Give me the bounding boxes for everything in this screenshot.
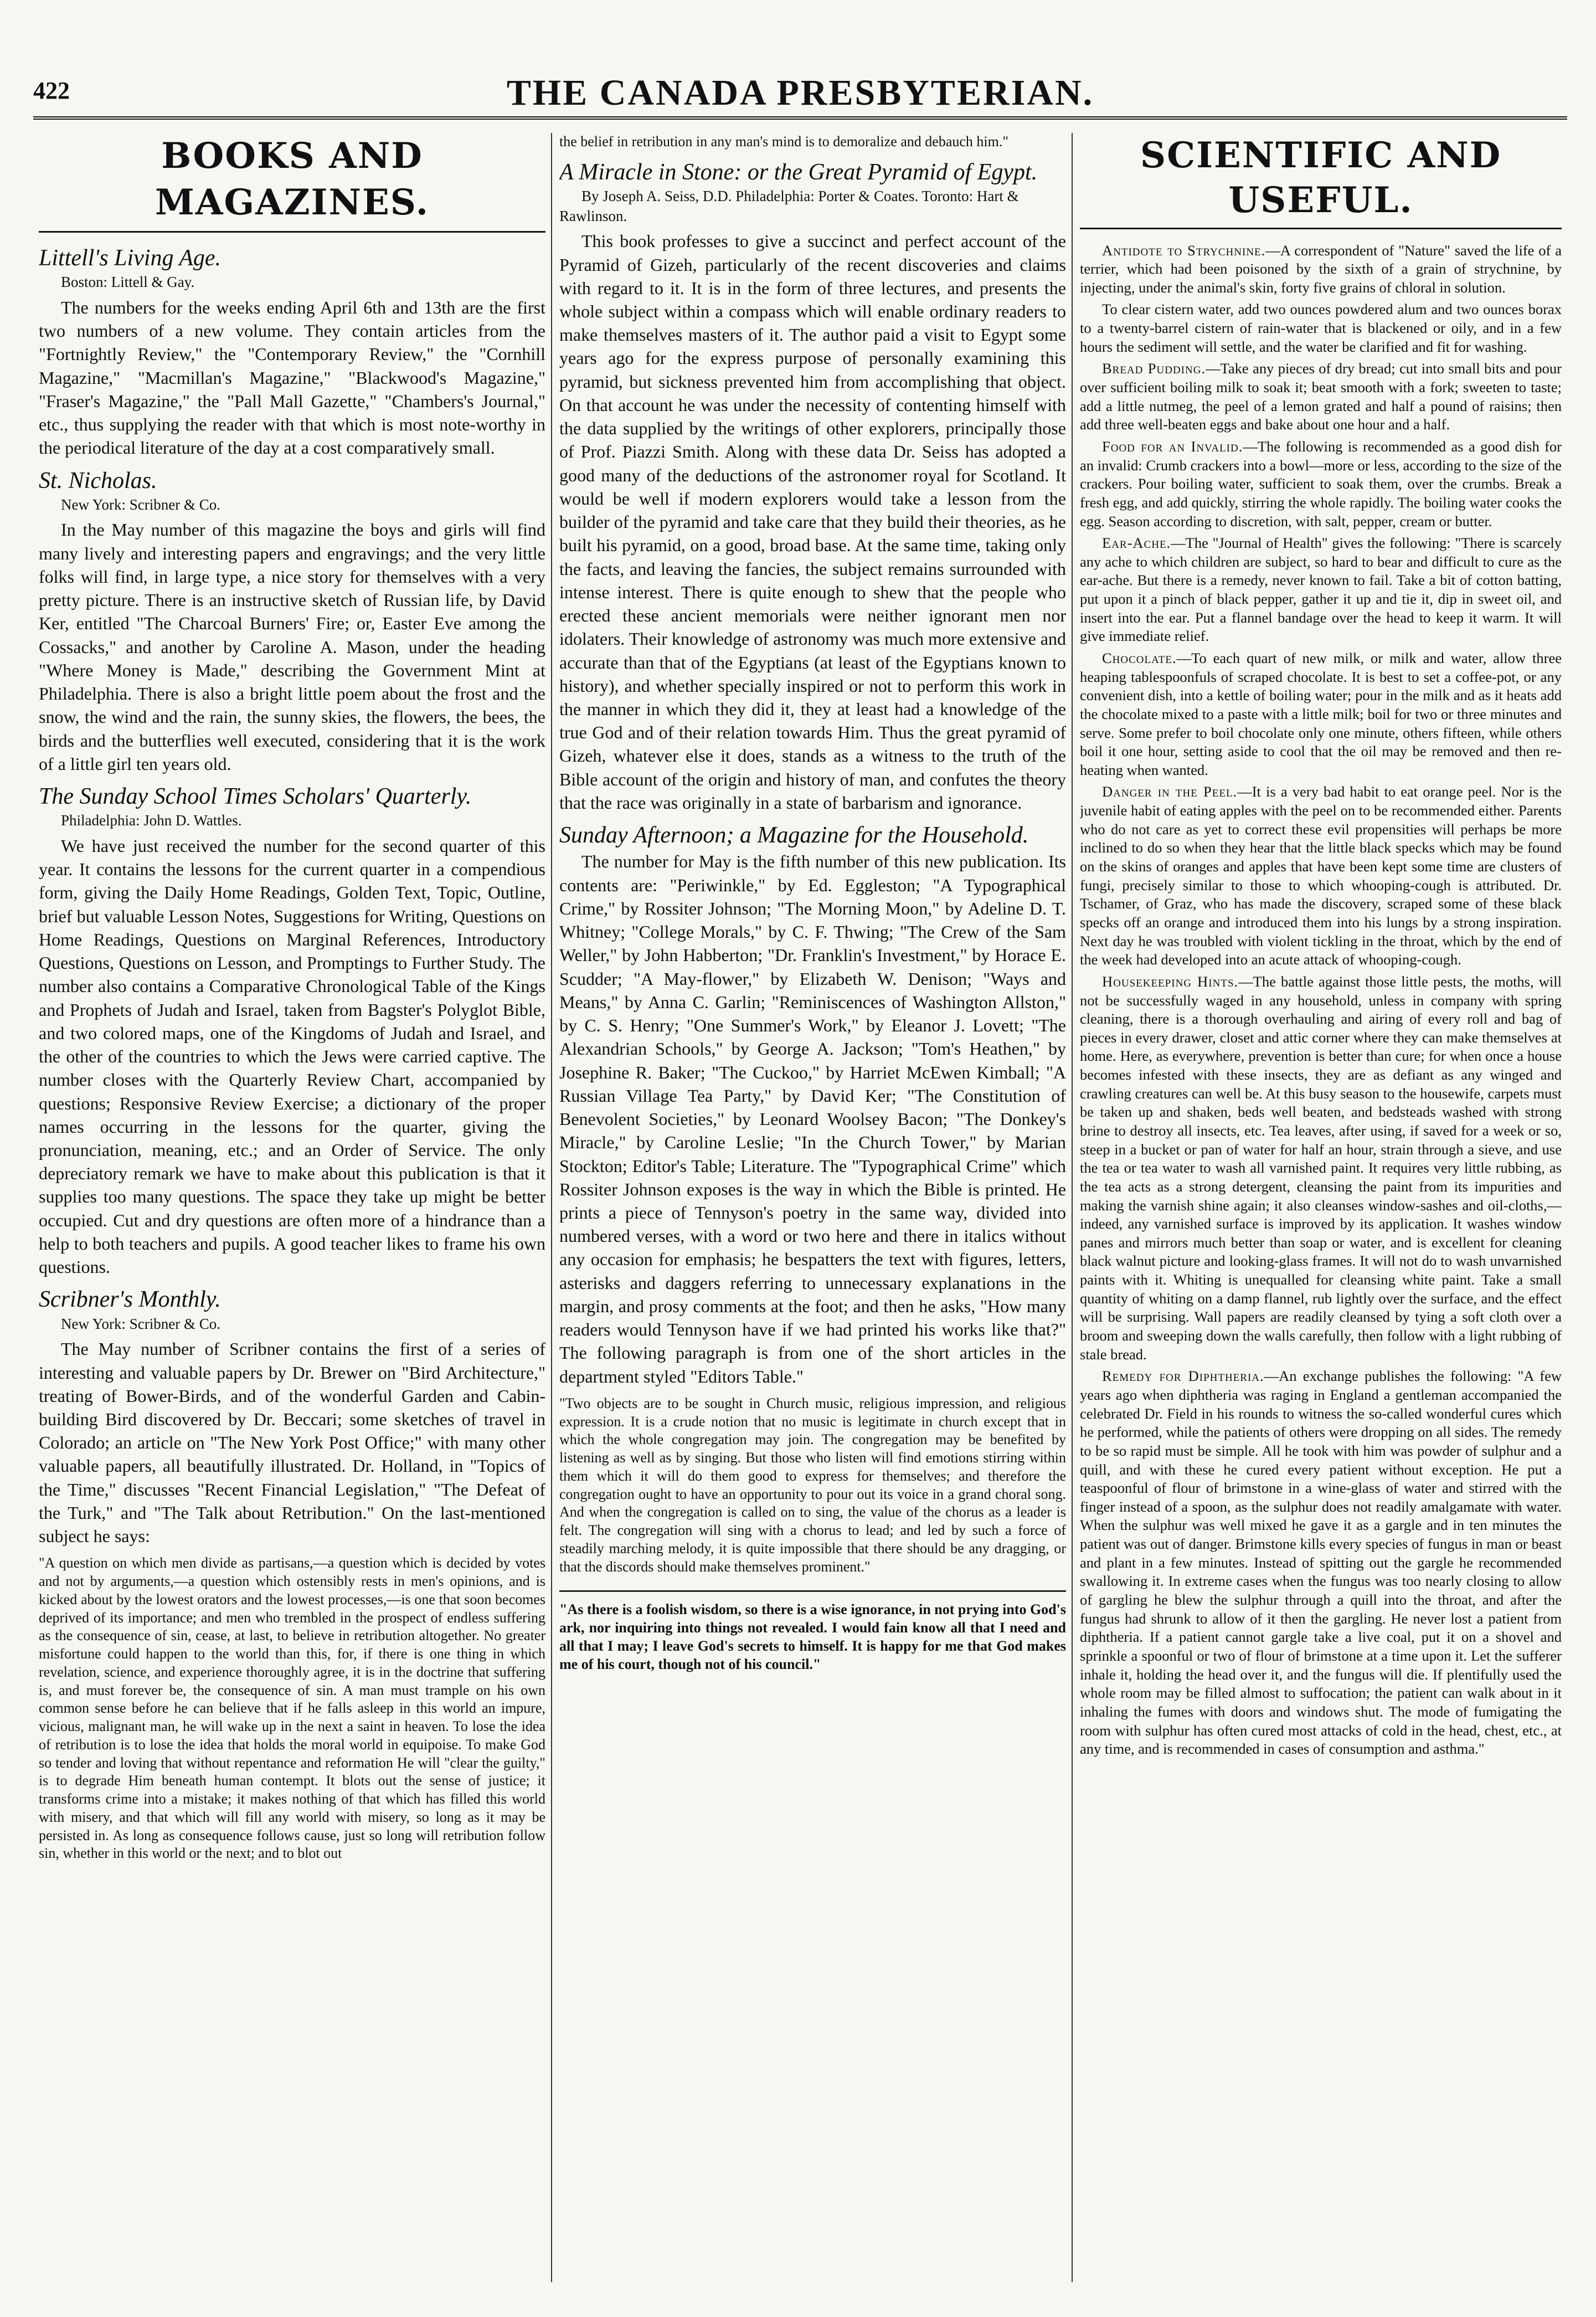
item-paragraph <box>1080 973 1562 1364</box>
item-paragraph <box>1080 1367 1562 1758</box>
item-lead: Chocolate. <box>1102 649 1177 666</box>
masthead <box>33 66 1567 120</box>
closing-quote: "As there is a foolish wisdom, so there is a wise ignorance, in not prying into God's ark, nor inquiring into things not revealed. I would fain know all that I need and all that I may; I leave God's secrets to himself. It is happy for me that God makes me of his court, though not of his council." <box>559 1601 1066 1672</box>
item-lead: Remedy for Diphtheria. <box>1102 1368 1264 1385</box>
item-text: —To each quart of new milk, or milk and water, allow three heaping tablespoonfuls of scraped chocolate. It is best to set a coffee-pot, or any convenient dish, into a kettle of boiling water; pour in the milk and as it heats add the chocolate mixed to a paste with a little milk; boil for two or three minutes and serve. Some prefer to boil chocolate only one minute, others fifteen, while others boil it one hour, setting aside to cool that the oil may be removed and then re-heating when wanted. <box>1080 649 1562 778</box>
review-body: This book professes to give a succinct and perfect account of the Pyramid of Gizeh, particularly of the recent discoveries and claims with regard to it. It is in the form of three lectures, and presents the whole subject within a compass which will enable ordinary readers to make themselves masters of it. The author paid a visit to Egypt some years ago for the express purpose of personally examining this pyramid, but sickness prevented him from accomplishing that object. On that account he was under the necessity of contenting himself with the data supplied by the writings of other explorers, principally those of Prof. Piazzi Smith. Along with these data Dr. Seiss has adopted a good many of the deductions of the astronomer royal for Scotland. It would be well if modern explorers would take a lesson from the builder of the pyramid and take care that they build their theories, as he built his pyramid, on a good, broad base. At the same time, taking only the facts, and leaving the fancies, the subject remains surrounded with intense interest. There is quite enough to shew that the people who erected these ancient memorials were neither ignorant men nor idolaters. Their knowledge of astronomy was much more extensive and accurate than that of the Egyptians (at least of the Egyptians known to history), and whether specially inspired or not to perform this work in the manner in which they did it, they at least had a knowledge of the true God and of their relation towards Him. Thus the great pyramid of Gizeh, whatever else it does, stands as a witness to the truth of the Bible account of the origin and history of man, and confutes the theory that the race was originally in a state of barbarism and ignorance. <box>559 231 1066 813</box>
item-lead: Housekeeping Hints. <box>1102 973 1239 990</box>
column-divider <box>551 133 552 2282</box>
column-books-and-magazines <box>39 133 545 2282</box>
review-body: The May number of Scribner contains the first of a series of interesting and valuable papers by Dr. Brewer on "Bird Architecture," treating of Bower-Birds, and of the wonderful Garden and Cabin-building Bird discovered by Dr. Beccari; some sketches of travel in Colorado; an article on "The New York Post Office;" with many other valuable papers, all beautifully illustrated. Dr. Holland, in "Topics of the Time," discusses "Recent Financial Legislation," "The Defeat of the Turk," and "The Talk about Retribution." On the last-mentioned subject he says: <box>39 1339 545 1547</box>
review-title: A Miracle in Stone: or the Great Pyramid of Egypt. <box>559 159 1038 185</box>
review-body: In the May number of this magazine the boys and girls will find many lively and interesting papers and engravings; and the very little folks will find, in large type, a nice story for themselves with a very pretty picture. There is an instructive sketch of Russian life, by David Ker, entitled "The Charcoal Burners' Fire; or, Easter Eve among the Cossacks," and another by Caroline A. Mason, under the heading "Where Money is Made," describing the Government Mint at Philadelphia. There is also a bright little poem about the frost and the snow, the wind and the rain, the sunny skies, the flowers, the bees, the birds and the butterflies well executed, considering that it is the work of a little girl ten years old. <box>39 520 545 774</box>
review-imprint: Boston: Littell & Gay. <box>61 274 195 291</box>
section-heading: BOOKS AND MAGAZINES. <box>155 135 429 224</box>
item-paragraph <box>1080 359 1562 434</box>
item-text: —The "Journal of Health" gives the following: "There is scarcely any ache to which children are subject, so hard to bear and difficult to cure as the ear-ache. But there is a remedy, never known to fail. Take a bit of cotton batting, put upon it a pinch of black pepper, gather it up and tie it, dip in sweet oil, and insert into the ear. Put a flannel bandage over the head to keep it warm. It will give immediate relief. <box>1080 535 1562 645</box>
item-text: —It is a very bad habit to eat orange peel. Nor is the juvenile habit of eating apples with the peel on to be recommended either. Parents who do not care as yet to correct these evil propensities will perhaps be more inclined to do so when they hear that the little black specks which may be found on the skins of oranges and apples that have been kept some time are clusters of fungi, precisely similar to those to which whooping-cough is attributed. Dr. Tschamer, of Graz, who has made the discovery, scraped some of these black specks off an orange and introduced them into his lungs by a strong inspiration. Next day he was troubled with violent tickling in the throat, which by the end of the week had developed into an acute attack of whooping-cough. <box>1080 783 1562 968</box>
review-body: The number for May is the fifth number of this new publication. Its contents are: "Periwinkle," by Ed. Eggleston; "A Typographical Crime," by Rossiter Johnson; "The Morning Moon," by Adeline D. T. Whitney; "College Morals," by C. F. Thwing; "The Crew of the Sam Weller," by John Habberton; "Dr. Franklin's Investment," by Horace E. Scudder; "A May-flower," by Elizabeth W. Denison; "Ways and Means," by Anna C. Garlin; "Reminiscences of Washington Allston," by C. S. Henry; "One Summer's Work," by Eleanor J. Lovett; "The Alexandrian Schools," by George A. Jackson; "Tom's Heathen," by Josephine R. Baker; "The Cuckoo," by Harriet McEwen Kimball; "A Russian Village Tea Party," by David Ker; "The Constitution of Benevolent Societies," by Leonard Woolsey Bacon; "The Donkey's Miracle," by Caroline Leslie; "In the Church Tower," by Marian Stockton; Editor's Table; Literature. The "Typographical Crime" which Rossiter Johnson exposes is the way in which the Bible is printed. He prints a piece of Tennyson's poetry in the same way, divided into numbered verses, with a word or two here and there in italics without any occasion for emphasis; he bespatters the text with figures, letters, asterisks and daggers referring to unnecessary explanations in the margin, and prosy comments at the foot; and then he asks, "How many readers would Tennyson have if we had printed his works like that?" The following paragraph is from one of the short articles in the department styled "Editors Table." <box>559 851 1066 1386</box>
review-body: We have just received the number for the second quarter of this year. It contains the lessons for the current quarter in a compendious form, giving the Daily Home Readings, Golden Text, Topic, Outline, brief but valuable Lesson Notes, Suggestions for Writing, Questions on Home Readings, Questions on Marginal References, Introductory Questions, Questions on Lesson, and Promptings to Further Study. The number also contains a Comparative Chronological Table of the Kings and Prophets of Judah and Israel, taken from Bagster's Polyglot Bible, and two colored maps, one of the Kingdoms of Judah and Israel, and the other of the countries to which the Jews were carried captive. The number closes with the Quarterly Review Chart, accompanied by questions; Responsive Review Exercise; a dictionary of the proper names occurring in the lessons for the quarter, giving the pronunciation, meaning, etc.; and an Order of Service. The only depreciatory remark we have to make about this publication is that it supplies too many questions. The space they take up might be better occupied. Cut and dry questions are often more of a hindrance than a help to both teachers and pupils. A good teacher likes to frame his own questions. <box>39 835 545 1277</box>
item-text: —The following is recommended as a good dish for an invalid: Crumb crackers into a bowl—more or less, according to the size of the crackers. Pour boiling water, sufficient to soak them, over the crumbs. Break a fresh egg, and add quickly, stirring the whole rapidly. The boiling water cooks the egg. Season according to discretion, with salt, pepper, cream or butter. <box>1080 438 1562 530</box>
item-text: —An exchange publishes the following: "A few years ago when diphtheria was raging in England a gentleman accompanied the celebrated Dr. Field in his rounds to witness the so-called wonderful cures which he performed, while the patients of others were dropping on all sides. The remedy to be so rapid must be simple. All he took with him was powder of sulphur and a quill, and with these he cured every patient without exception. He put a teaspoonful of flour of brimstone in a wine-glass of water and stirred with the finger instead of a spoon, as the sulphur does not readily amalgamate with water. When the sulphur was well mixed he gave it as a gargle and in ten minutes the patient was out of danger. Brimstone kills every species of fungus in man or beast and plant in a few minutes. Instead of spitting out the gargle he recommended swallowing it. In extreme cases when the fungus was too nearly closing to allow of gargling he blew the sulphur through a quill into the throat, and after the fungus had shrunk to allow of it then the gargling. He never lost a patient from diphtheria. If a patient cannot gargle take a live coal, put it on a shovel and sprinkle a spoonful or two of flour of brimstone at a time upon it. Let the sufferer inhale it, holding the head over it, and the fungus will die. If plentifully used the whole room may be filled almost to suffocation; the patient can walk about in it inhaling the fumes with doors and windows shut. The mode of fumigating the room with sulphur has often cured most attacks of cold in the head, chest, etc., at any time, and is recommended in cases of consumption and asthma." <box>1080 1368 1562 1758</box>
item-lead: Bread Pudding. <box>1102 360 1206 377</box>
item-lead: Food for an Invalid. <box>1102 438 1243 455</box>
item-text: —Take any pieces of dry bread; cut into small bits and pour over sufficient boiling milk to soak it; beat smooth with a fork; sweeten to taste; add a little nutmeg, the peel of a lemon grated and half a pound of raisins; then add three well-beaten eggs and bake about one hour and a half. <box>1080 360 1562 433</box>
review-title: Scribner's Monthly. <box>39 1287 221 1313</box>
review-imprint: By Joseph A. Seiss, D.D. Philadelphia: Porter & Coates. Toronto: Hart & Rawlinson. <box>559 188 1019 224</box>
page-number: 422 <box>33 77 70 104</box>
column-scientific-and-useful <box>1080 133 1562 2282</box>
item-lead: Antidote to Strychnine. <box>1102 242 1266 259</box>
review-title: Sunday Afternoon; a Magazine for the Household. <box>559 823 1029 849</box>
block-quote: "Two objects are to be sought in Church music, religious impression, and religious expression. It is a crude notion that no music is legitimate in church except that in which the whole congregation may join. The congregation may be benefited by listening as well as by singing. But those who listen will find emotions stirring within them which it will do them good to express for themselves; and therefore the congregation ought to have an opportunity to pour out its voice in a grand choral song. And when the congregation is called on to sing, the value of the chorus as a leader is felt. The congregation will sing with a chorus to lead; and led by such a force of steadily marching melody, it is quite impossible that there should be any dragging, or that the discords should make themselves prominent." <box>559 1395 1066 1575</box>
review-title: St. Nicholas. <box>39 467 157 494</box>
review-imprint: Philadelphia: John D. Wattles. <box>61 812 242 829</box>
review-imprint: New York: Scribner & Co. <box>61 496 220 513</box>
newspaper-title: THE CANADA PRESBYTERIAN. <box>506 73 1094 113</box>
heading-rule <box>1080 228 1562 229</box>
review-title: Littell's Living Age. <box>39 245 222 271</box>
review-title: The Sunday School Times Scholars' Quarterly. <box>39 784 472 809</box>
item-text: To clear cistern water, add two ounces powdered alum and two ounces borax to a twenty-barrel cistern of rain-water that is blackened or oily, and in a few hours the sediment will settle, and the water be clarified and fit for washing. <box>1080 301 1562 355</box>
separator-rule <box>559 1590 1066 1592</box>
item-paragraph <box>1080 534 1562 646</box>
section-heading: SCIENTIFIC AND USEFUL. <box>1140 135 1502 222</box>
item-paragraph <box>1080 649 1562 779</box>
item-lead: Ear-Ache. <box>1102 535 1171 552</box>
item-text: —The battle against those little pests, the moths, will not be successfully waged in any household, unless in company with spring cleaning, there is a thorough overhauling and airing of every roll and bag of pieces in every drawer, closet and attic corner where they can make themselves at home. Here, as everywhere, prevention is better than cure; for when once a house becomes infested with these insects, they are as defiant as any winged and crawling creatures can well be. At this busy season to the housewife, carpets must be taken up and shaken, beds well beaten, and bedsteads washed with strong brine to destroy all insects, etc. Tea leaves, after using, if saved for a week or so, steep in a bucket or pan of water for half an hour, strain through a sieve, and use the tea or tea water to wash all varnished paint. It requires very little rubbing, as the tea acts as a strong detergent, cleansing the paint from its impurities and making the varnish shine again; it also cleanses window-sashes and oil-cloths,—indeed, any varnished surface is improved by its application. It washes window panes and mirrors much better than soap or water, and is excellent for cleaning black walnut picture and looking-glass frames. It will not do to wash unvarnished paints with it. Whiting is unequalled for cleansing white paint. Take a small quantity of whiting on a damp flannel, rub lightly over the surface, and the effect will be surprising. Wall papers are readily cleansed by tying a soft cloth over a broom and sweeping down the walls carefully, then follow with a light rubbing of stale bread. <box>1080 973 1562 1363</box>
heading-rule <box>39 231 545 233</box>
item-lead: Danger in the Peel. <box>1102 783 1238 800</box>
item-paragraph <box>1080 300 1562 356</box>
column-divider <box>1072 133 1073 2282</box>
block-quote: "A question on which men divide as partisans,—a question which is decided by votes and not by arguments,—a question which ostensibly rests in men's opinions, and is kicked about by the lowest orators and the lowest processes,—is one that soon becomes deprived of its importance; and men who trembled in the prospect of endless suffering as the consequence of sin, cease, at last, to believe in retribution altogether. No greater misfortune could happen to the world than this, for, if there is one thing in which revelation, science, and experience thoroughly agree, it is in the doctrine that suffering is, and must forever be, the consequence of sin. A man must trample on his own common sense before he can believe that if he falls asleep in this world an impure, vicious, malignant man, he will wake up in the next a saint in heaven. To lose the idea of retribution is to lose the idea that holds the moral world in equipoise. To make God so tender and loving that without repentance and reformation He will "clear the guilty," is to degrade Him beneath human contempt. It blots out the sense of justice; it transforms crime into a mistake; it makes nothing of that which has filled this world with misery, and that which will fill any world with misery, so long as it may be persisted in. As long as consequence follows cause, just so long will retribution follow sin, whether in this world or the next; and to blot out <box>39 1555 545 1862</box>
column-reviews-continued <box>559 133 1066 2282</box>
block-quote-continued: the belief in retribution in any man's mind is to demoralize and debauch him." <box>559 133 1008 150</box>
review-imprint: New York: Scribner & Co. <box>61 1315 220 1332</box>
review-body: The numbers for the weeks ending April 6th and 13th are the first two numbers of a new volume. They contain articles from the "Fortnightly Review," the "Contemporary Review," the "Cornhill Magazine," "Macmillan's Magazine," "Blackwood's Magazine," "Fraser's Magazine," the "Pall Mall Gazette," "Chambers's Journal," etc., thus supplying the reader with that which is most note-worthy in the periodical literature of the day at a cost comparatively small. <box>39 297 545 458</box>
item-paragraph <box>1080 438 1562 531</box>
item-paragraph <box>1080 242 1562 297</box>
item-text: —A correspondent of "Nature" saved the life of a terrier, which had been poisoned by the sixth of a grain of strychnine, by injecting, under the animal's skin, forty five grains of chloral in solution. <box>1080 242 1562 296</box>
item-paragraph <box>1080 783 1562 969</box>
